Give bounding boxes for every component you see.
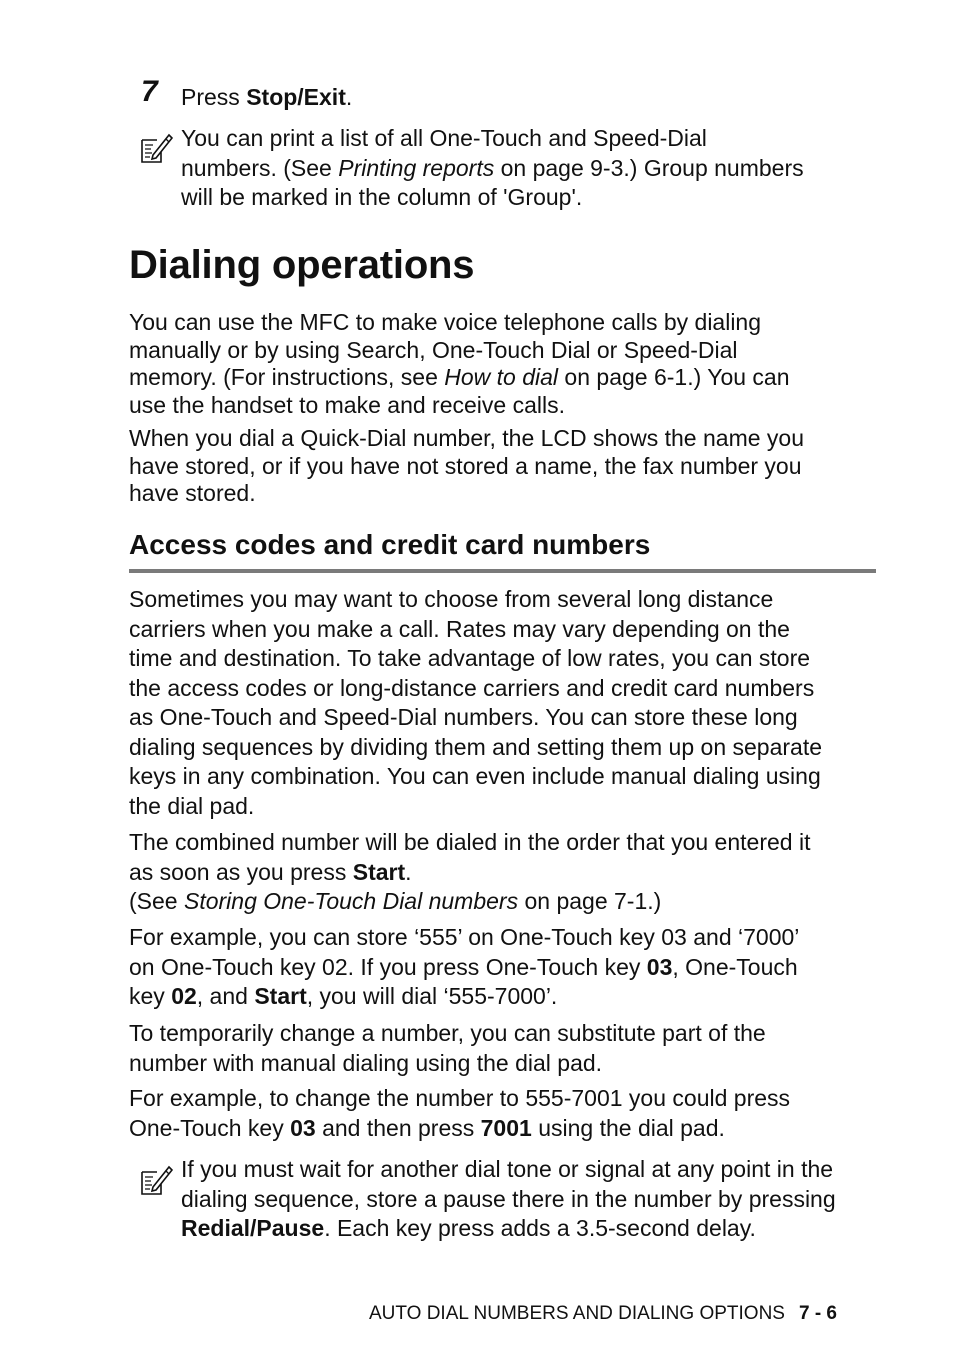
how-to-dial-ref: How to dial [444,364,559,390]
step-number: 7 [141,75,158,108]
key-02: 02 [171,983,197,1009]
printing-reports-ref: Printing reports [338,154,495,181]
note-pencil-icon [139,1163,173,1197]
start-key: Start [254,983,307,1009]
body-paragraph-3: For example, you can store ‘555’ on One-Touch key 03 and ‘7000’ on One-Touch key 02. If you press One-Touch key 03, One-Touch key 02, and Start, you will dial ‘555-7000’. [129,924,800,1009]
page-title: Dialing operations [129,243,475,287]
body-paragraph-2: The combined number will be dialed in the order that you entered it as soon as you press Start. (See Storing One-Touch Dial numbers on page 7-1.) [129,829,811,914]
key-03: 03 [290,1114,316,1141]
page-number: 7 - 6 [798,1303,837,1324]
page-footer [369,1302,837,1326]
note-print-list: You can print a list of all One-Touch and Speed-Dial numbers. (See Printing reports on page 9-3.) Group numbers will be marked in the column of 'Group'. [181,125,804,210]
body-paragraph-1: Sometimes you may want to choose from several long distance carriers when you make a call. Rates may vary depending on the time and destination. To take advantage of low rates, you can store the access codes or long-distance carriers and credit card numbers as One-Touch and Speed-Dial numbers. You can store these long dialing sequences by dividing them and setting them up on separate keys in any combination. You can even include manual dialing using the dial pad. [129,586,823,819]
section-heading: Access codes and credit card numbers [129,529,651,560]
intro-paragraph-2: When you dial a Quick-Dial number, the LCD shows the name you have stored, or if you have not stored a name, the fax number you have stored. [129,425,804,506]
redial-pause-key: Redial/Pause [181,1215,325,1241]
chapter-title: AUTO DIAL NUMBERS AND DIALING OPTIONS [369,1303,785,1324]
start-key: Start [352,858,406,885]
intro-paragraph-1: You can use the MFC to make voice telephone calls by dialing manually or by using Search, One-Touch Dial or Speed-Dial memory. (For instructions, see How to dial on page 6-1.) You can use the handset to make and receive calls. [129,309,790,418]
body-paragraph-5: For example, to change the number to 555-7001 you could press One-Touch key 03 and then press 7001 using the dial pad. [129,1085,791,1141]
body-paragraph-4: To temporarily change a number, you can substitute part of the number with manual dialing using the dial pad. [129,1020,766,1076]
digits-7001: 7001 [480,1114,532,1141]
key-03: 03 [646,953,673,980]
note-pause: If you must wait for another dial tone or signal at any point in the dialing sequence, store a pause there in the number by pressing Redial/Pause. Each key press adds a 3.5-second delay. [181,1156,836,1241]
note-pencil-icon [139,131,173,165]
section-divider [129,569,876,573]
step-instruction: Press Stop/Exit. [181,84,353,110]
storing-one-touch-ref: Storing One-Touch Dial numbers [183,888,519,914]
stop-exit-key: Stop/Exit [246,84,346,110]
